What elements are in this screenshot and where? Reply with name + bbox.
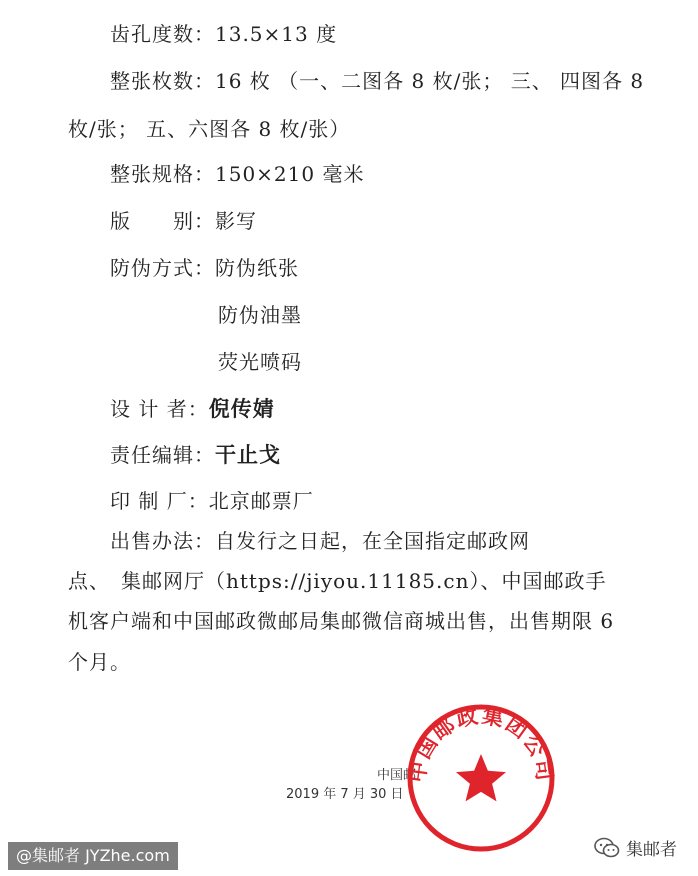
field-sales-method [110,527,530,555]
field-value: 13.5×13 度 [215,22,338,46]
field-value: 倪传婧 [208,397,275,421]
field-sheet-size [110,160,364,188]
field-printer [110,487,314,515]
seal-star-icon [456,754,506,801]
field-label: 齿孔度数： [110,22,215,46]
field-sales-method-continued [68,648,131,676]
field-sales-method-continued [68,607,614,635]
field-sheet-count [110,67,644,95]
field-value: 个月。 [68,650,131,674]
seal-text: 中国邮政集团公司 [405,703,557,784]
field-value: 影写 [215,209,257,233]
field-printing-method [110,207,257,235]
signature-organization: 中国邮 [377,768,417,783]
field-anti-counterfeit-item [218,348,302,376]
field-label: 责任编辑： [110,443,215,467]
field-value: 防伪纸张 [215,256,299,280]
field-value: 16 枚 （一、二图各 8 枚/张； 三、 四图各 8 [215,69,645,93]
field-value: 北京邮票厂 [208,489,314,513]
field-label: 印 制 厂： [110,489,209,513]
field-label: 整张枚数： [110,69,215,93]
field-label: 版 别： [110,209,215,233]
field-label: 出售办法： [110,529,215,553]
field-label: 整张规格： [110,162,215,186]
official-seal [405,702,557,854]
field-value: 机客户端和中国邮政微邮局集邮微信商城出售，出售期限 6 [68,609,615,633]
field-value: 150×210 毫米 [215,162,365,186]
field-anti-counterfeit [110,254,299,282]
field-label: 设 计 者： [110,397,209,421]
field-sales-method-continued [68,567,606,595]
field-value: 荧光喷码 [218,350,302,374]
watermark-account [594,835,677,860]
field-value: 防伪油墨 [218,303,302,327]
field-value: 枚/张； 五、六图各 8 枚/张） [68,117,351,141]
field-sheet-count-continued [68,115,350,143]
field-anti-counterfeit-item [218,301,302,329]
field-value: 自发行之日起，在全国指定邮政网 [215,529,530,553]
watermark-account-label: 集邮者 [626,840,677,860]
field-designer [110,395,275,423]
watermark-site: @集邮者 JYZhe.com [8,842,178,870]
field-editor [110,441,281,469]
field-value: 点、 集邮网厅（https://jiyou.11185.cn）、中国邮政手 [68,569,607,593]
signature-date: 2019 年 7 月 30 日 [286,787,404,802]
field-perforation [110,20,337,48]
wechat-icon [594,837,620,859]
field-value: 干止戈 [215,443,281,467]
field-label: 防伪方式： [110,256,215,280]
